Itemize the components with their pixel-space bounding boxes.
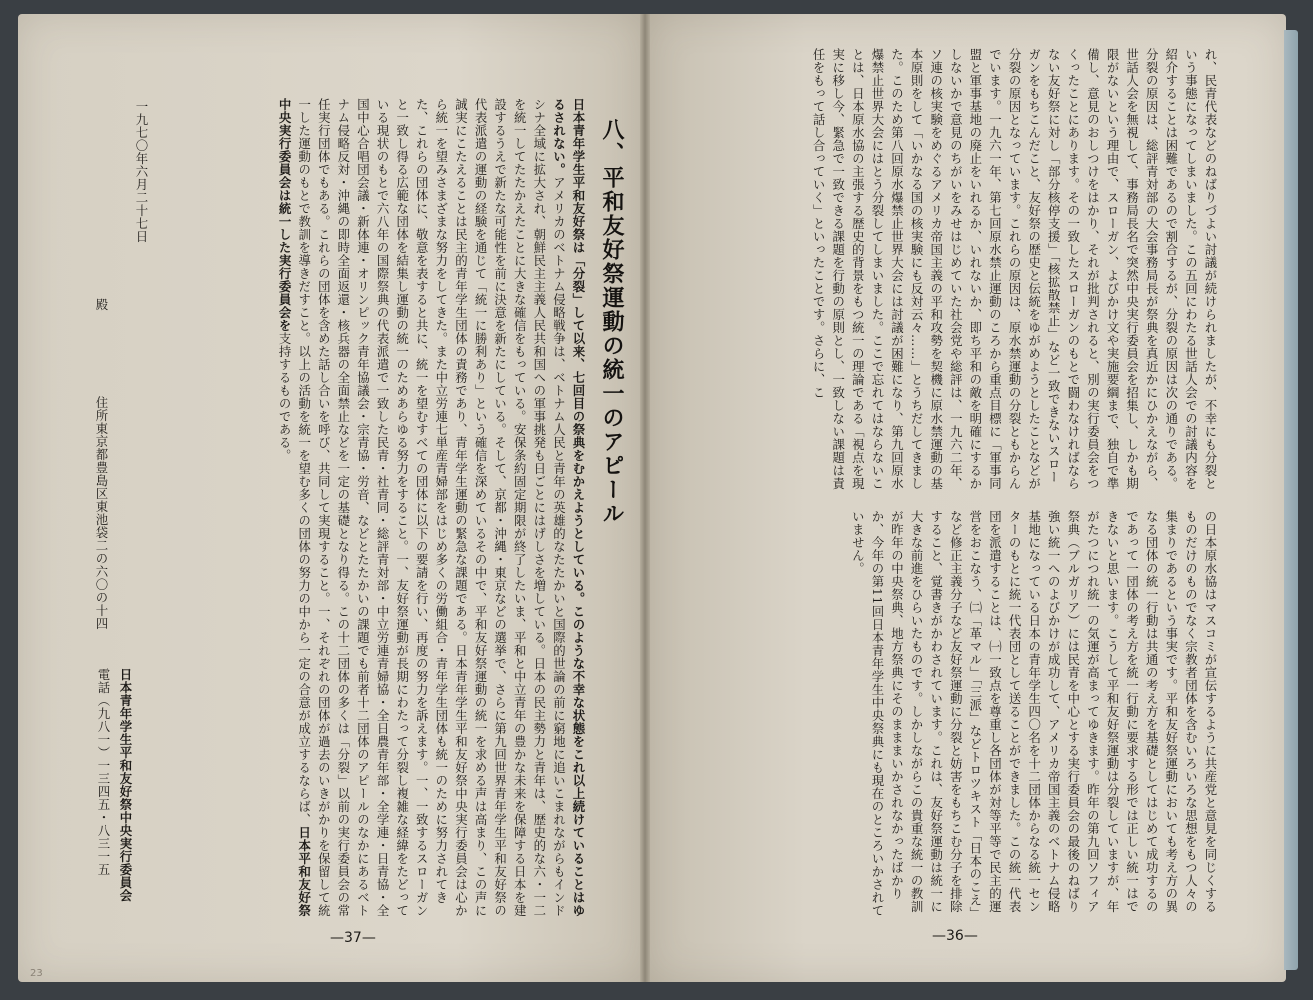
intro-bold-text: 日本青年学生平和友好祭は「分裂」して以来、七回目の祭典をむかえようとしている。このような不幸な状態をこれ以上続けていることはゆるされない。: [551, 98, 586, 917]
book-gutter: [640, 14, 650, 982]
right-page-upper-text: れ、民青代表などのねばりづよい討議が続けられましたが、不幸にも分裂という事態になってしまいました。この五回にわたる世話人会での討議内容を紹介することは困難であるので割合するが、分裂の原因は次の通りである。分裂の原因は、総評青対部の大会事務局長が祭典を真近かにひかえながら、世話人会を無視して、事務局長名で突然中央実行委員会を招集し、しかも期限がないという理由で、スローガン、よびかけ文や実施要綱まで、独自で準備し、意見のおしつけをはかり、それが批判されると、別の実行委員会をつくったことにあります。その一致したスローガンのもとで闘わなければならない友好祭に対し「部分核停支援」「核拡散禁止」など一致できないスローガンをもちこんだこと、友好祭の歴史と伝統をゆがめようとしたことなどが分裂の原因となっています。これらの原因は、原水禁運動の分裂ともからんでいます。一九六一年、第七回原水禁止運動のころから重点目標に「軍事同盟と軍事基地の廃止をいれるか、いれないか、即ち平和の敵を明確にするかしないかで意見のちがいをみせはじめていた社会党や総評は、一九六二年、ソ連の核実験をめぐるアメリカ帝国主義の平和攻勢を契機に原水禁運動の基本原則をして「いかなる国の核実験にも反対云々……」とうちだしてきました。このため第八回原水爆禁止世界大会には討議が困難になり、第九回原水爆禁止世界大会にはとう分裂してしまいました。ここで忘れてはならないことは、日本原水協の主張する歴史的背景をもつ統一の理論である「視点を現実に移し今、緊急で一致できる課題を行動の原則とし、一致しない課題は責任をもって話し合っていく」といったことです。さらに、こ: [811, 48, 1218, 490]
appeal-date: 一九七〇年六月二十七日: [134, 100, 149, 243]
page-edge: [1284, 30, 1298, 970]
closing-bold-text: 日本平和友好祭中央実行委員会は統一した実行委員会を: [277, 98, 312, 917]
right-page-number: —36—: [932, 928, 978, 944]
section-heading: 八、平和友好祭運動の統一のアピール: [599, 118, 624, 526]
sender-address: 住所東京都豊島区東池袋二の六〇の十四: [94, 396, 109, 630]
closing-text: 支持するものである。: [277, 332, 293, 462]
sender-organization: 日本青年学生平和友好祭中央実行委員会: [118, 668, 133, 902]
pencil-mark: 23: [30, 968, 43, 979]
left-page-body: [136, 98, 588, 920]
sender-phone: 電話（九八一）一三四五・八三一五: [96, 668, 111, 876]
left-page-number: —37—: [330, 930, 376, 946]
honorific: 殿: [94, 298, 109, 311]
body-text: アメリカのベトナム侵略戦争は、ベトナム人民と青年の英雄的なたたかいと国際的世論の前に窮地に追いこまれながらもインドシナ全域に拡大され、朝鮮民主主義人民共和国への軍事挑発も日ごとにはげしさを増している。日本の民主勢力と青年は、歴史的な六・一二を統一してたたかえたことに大きな確信をもっている。安保条約固定期限が終了したいま、平和と中立青年の豊かな未来を保障する日本を建設するうえで新たな可能性を前に決意を新たにしている。そして、京都・沖縄・東京などの選挙で、さらに第九回世界青年学生平和友好祭の代表派遣の運動の経験を通じて「統一に勝利あり」という確信を深めているその中で、平和友好祭運動の統一を求める声は高まり、この声に誠実にこたえることは民主的青年学生団体の責務であり、青年学生運動の緊急な課題である。日本青年学生平和友好祭中央実行委員会は心から統一を望みさまざまな努力をしてきた。また中立労連七単産青婦部をはじめ多くの労働組合・青年学生団体も統一のために努力されてきた、これらの団体に、敬意を表すると共に、統一を望むすべての団体に以下の要請を行い、再度の努力を訴えます。一、一致するスローガンと一致し得る広範な団体を結集し運動の統一のためあらゆる努力をすること。一、友好祭運動が長期にわたって分裂し複雑な経緯をたどっている現状のもとで六八年の国際祭典の代表派遣で一致した民青・社青同・総評青対部・中立労連青婦協・全日農青年部・全学連・日青協・全国中心合唱団会議・新体連・オリンピック青年協議会・宗青協・労音、などとたたかいの課題でも前者十二団体のアピールのなかにあるベトナム侵略反対・沖縄の即時全面返還・核兵器の全面禁止などを一定の基礎となり得る。この十二団体の多くは「分裂」以前の実行委員会の常任実行団体でもある。これらの団体を含めた話し合いを呼び、共同して実現すること。一、それぞれの団体が過去のいきがかりを保留して統一した運動のもとで教訓を導きだすこと。以上の活動を統一を望む多くの団体の努力の中から一定の合意が成立するならば、: [296, 98, 567, 917]
right-page-lower-text: の日本原水協はマスコミが宣伝するように共産党と意見を同じくするものだけのものでなく宗教者団体を含むいろいろな思想をもつ人々の集まりであるという事実です。平和友好祭運動においても考え方の異なる団体の統一行動は共通の考え方を基礎としてはじめて成功するのであって一団体の考え方を統一行動に要求する形では正しい統一はできないと思います。こうして平和友好祭運動は分裂していますが、年がたつにつれ統一の気運が高まってゆきます。昨年の第九回ソフィア祭典（ブルガリア）には民青を中心とする実行委員会の最後のねばり強い統一へのよびかけが成功して、アメリカ帝国主義のベトナム侵略基地になっている日本の青年学生四〇名を十二団体からなる統一センターのもとに統一代表団として送ることができました。この統一代表団を派遣することは、㈠一致点を尊重し各団体が対等平等で民主的運営をおこなう、㈡「革マル」「三派」などトロツキスト「日本のこえ」など修正主義分子など友好祭運動に分裂と妨害をもちこむ分子を排除すること、覚書きがかわされています。これは、友好祭運動は統一に大きな前進をひらいたものです。しかしながらこの貴重な統一の教訓が昨年の中央祭典、地方祭典にそのまままいかされなかったばかりか、今年の第11回日本青年学生中央祭典にも現在のところいかされていません。: [850, 510, 1218, 920]
